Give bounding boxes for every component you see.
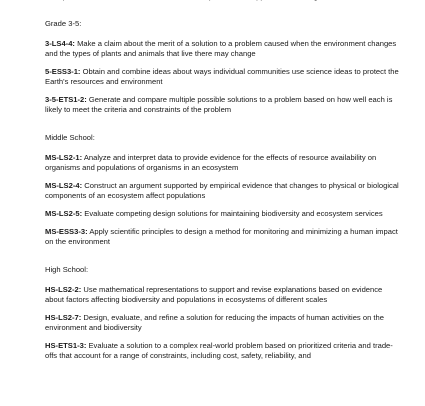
- section-middle-school: [45, 133, 400, 247]
- section-heading: High School:: [45, 265, 89, 274]
- standard-item: [45, 313, 400, 333]
- standard-item: [45, 39, 400, 59]
- section-heading: Grade 3-5:: [45, 19, 82, 28]
- standard-code: 3-LS4-4:: [45, 39, 75, 48]
- standard-code: 5-ESS3-1:: [45, 67, 81, 76]
- standard-text: Analyze and interpret data to provide evidence for the effects of resource availability on organisms and populations of organisms in an ecosystem: [45, 153, 377, 172]
- standard-text: Use mathematical representations to support and revise explanations based on evidence about factors affecting biodiversity and populations in ecosystems of different scales: [45, 285, 383, 304]
- standard-code: HS-LS2-2:: [45, 285, 82, 294]
- section-high-school: [45, 265, 400, 361]
- standard-item: [45, 181, 400, 201]
- document-page: [45, 0, 400, 379]
- standard-text: Design, evaluate, and refine a solution for reducing the impacts of human activities on the environment and biodiversity: [45, 313, 384, 332]
- standard-text: Apply scientific principles to design a method for monitoring and minimizing a human impact on the environment: [45, 227, 398, 246]
- section-grade-3-5: [45, 19, 400, 115]
- standard-code: HS-LS2-7:: [45, 313, 82, 322]
- standard-text: Generate and compare multiple possible solutions to a problem based on how well each is likely to meet the criteria and constraints of the problem: [45, 95, 393, 114]
- standard-item: [45, 209, 400, 219]
- standard-item: [45, 341, 400, 361]
- standard-code: MS-LS2-4:: [45, 181, 83, 190]
- standard-code: HS-ETS1-3:: [45, 341, 87, 350]
- standard-code: 3-5-ETS1-2:: [45, 95, 87, 104]
- standard-text: Make a claim about the merit of a solution to a problem caused when the environment changes and the types of plants and animals that live there may change: [45, 39, 397, 58]
- standard-text: Obtain and combine ideas about ways individual communities use science ideas to protect the Earth's resources and environment: [45, 67, 399, 86]
- standard-item: [45, 67, 400, 87]
- standard-item: [45, 285, 400, 305]
- standard-item: [45, 95, 400, 115]
- standard-text: Evaluate a solution to a complex real-world problem based on prioritized criteria and trade-offs that account for a range of constraints, including cost, safety, reliability, and: [45, 341, 393, 360]
- standard-code: MS-LS2-5:: [45, 209, 83, 218]
- standard-text: Construct an argument supported by empirical evidence that changes to physical or biological components of an ecosystem affect populations: [45, 181, 399, 200]
- standard-item: [45, 227, 400, 247]
- standard-text: Evaluate competing design solutions for maintaining biodiversity and ecosystem services: [82, 209, 383, 218]
- standard-item: [45, 153, 400, 173]
- section-heading: Middle School:: [45, 133, 95, 142]
- intro-paragraph: [45, 0, 400, 2]
- standard-code: MS-LS2-1:: [45, 153, 83, 162]
- standard-code: MS-ESS3-3:: [45, 227, 88, 236]
